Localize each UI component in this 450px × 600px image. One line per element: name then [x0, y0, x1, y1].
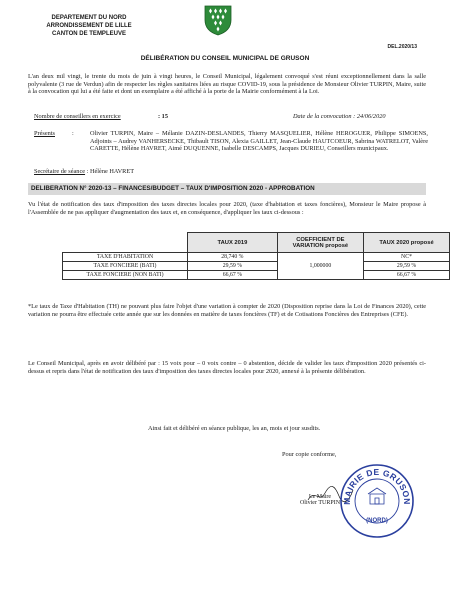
coat-of-arms-logo	[203, 4, 233, 36]
signature-name: Olivier TURPIN	[299, 500, 341, 506]
stamp-subtext: (NORD)	[366, 518, 388, 524]
tax-rates-table	[62, 232, 450, 280]
reference-number: DEL.2020/13	[387, 44, 417, 50]
signature-role: Le Maire	[308, 494, 332, 500]
table-row	[63, 262, 450, 271]
department-label: DEPARTEMENT DU NORD	[51, 15, 127, 21]
issuer-header	[24, 14, 154, 38]
row-rate-2019: 28,740 %	[188, 253, 278, 262]
canton-label: CANTON DE TEMPLEUVE	[52, 31, 126, 37]
table-corner-cell	[63, 233, 188, 253]
row-label: TAXE D'HABITATION	[63, 253, 188, 262]
proposal-paragraph: Vu l'état de notification des taux d'imposition des taxes directes locales pour 2020, (taxe d'habitation et taxes foncières), Monsieur le Maire propose à l'Assemblée de ne pas appliquer d'augmentation des taux et, en conséquence, d'appliquer les taux ci-dessous :	[28, 201, 426, 216]
row-rate-2020: 66,67 %	[364, 271, 450, 280]
table-row	[63, 271, 450, 280]
coefficient-cell: 1,000000	[277, 253, 363, 280]
deliberation-section-title: DELIBERATION N° 2020-13 – FINANCES/BUDGET – TAUX D'IMPOSITION 2020 - APPROBATION	[28, 183, 426, 195]
mairie-stamp	[338, 462, 416, 540]
councillors-count-label	[34, 113, 121, 121]
row-rate-2019: 29,59 %	[188, 262, 278, 271]
closing-statement: Ainsi fait et délibéré en séance publique, les an, mois et jour susdits.	[148, 425, 321, 432]
header-coefficient: COEFFICIENT DE VARIATION proposé	[277, 233, 363, 253]
councillors-label: Nombre de conseillers en exercice	[34, 113, 121, 120]
copy-conform-label: Pour copie conforme,	[282, 451, 337, 458]
secretary-value: : Hélène HAVRET	[86, 168, 135, 175]
presents-list: Olivier TURPIN, Maire – Mélanie DAZIN-DESLANDES, Thierry MASQUELIER, Hélène HEROGUER, Philippe SIMOENS, Adjoints – Audrey VANHERSECKE, Thibault TISON, Alexia GAILLET, Jean-Claude HAUTCOEUR, Sabrina WATRELOT, Valère CARETTE, Hélène HAVRET, Aimé DUQUENNE, Isabelle DESCAMPS, Jacques DURIEU, Conseillers municipaux.	[90, 130, 428, 153]
row-rate-2020: 29,59 %	[364, 262, 450, 271]
row-label: TAXE FONCIERE (NON BATI)	[63, 271, 188, 280]
convocation-date: Date de la convocation : 24/06/2020	[293, 113, 386, 120]
arrondissement-label: ARRONDISSEMENT DE LILLE	[46, 23, 132, 29]
intro-paragraph: L'an deux mil vingt, le trente du mois de juin à vingt heures, le Conseil Municipal, légalement convoqué s'est réuni exceptionnellement dans la salle polyvalente (3 rue de Verdun) afin de respecter les règles sanitaires liées au risque COVID-19, sous la présidence de Monsieur Olivier TURPIN, Maire, suite à la convocation qui lui a été faite et dont un exemplaire a été affiché à la porte de la Mairie conformément à la Loi.	[28, 73, 426, 96]
councillors-count-value: : 15	[158, 113, 168, 120]
row-label: TAXE FONCIERE (BATI)	[63, 262, 188, 271]
secretary-label: Secrétaire de séance	[34, 168, 86, 175]
th-note-paragraph: *Le taux de Taxe d'Habitation (TH) ne pouvant plus faire l'objet d'une variation à compter de 2020 (Disposition reprise dans la Loi de Finances 2020), cette variation ne pourra être effectuée cette année que sur les données en matière de taxes foncières (TF) et de Cotisations Foncières des Entreprises (CFE).	[28, 303, 426, 318]
presents-label: Présents	[34, 130, 55, 137]
stamp-text: MAIRIE DE GRUSON	[341, 466, 413, 505]
decision-paragraph: Le Conseil Municipal, après en avoir délibéré par : 15 voix pour – 0 voix contre – 0 abstention, décide de valider les taux d'imposition 2020 présentés ci-dessus et repris dans l'état de notification des taux d'imposition des taxes directes locales pour 2020, annexé à la présente délibération.	[28, 360, 426, 375]
header-rate-2020: TAUX 2020 proposé	[364, 233, 450, 253]
svg-text:MAIRIE DE GRUSON	[342, 467, 412, 505]
row-rate-2020: NC*	[364, 253, 450, 262]
presents-separator: :	[72, 130, 74, 137]
document-title: DÉLIBÉRATION DU CONSEIL MUNICIPAL DE GRUSON	[140, 55, 310, 62]
header-rate-2019: TAUX 2019	[188, 233, 278, 253]
secretary-line	[34, 168, 134, 176]
row-rate-2019: 66,67 %	[188, 271, 278, 280]
table-header-row	[63, 233, 450, 253]
table-row	[63, 253, 450, 262]
